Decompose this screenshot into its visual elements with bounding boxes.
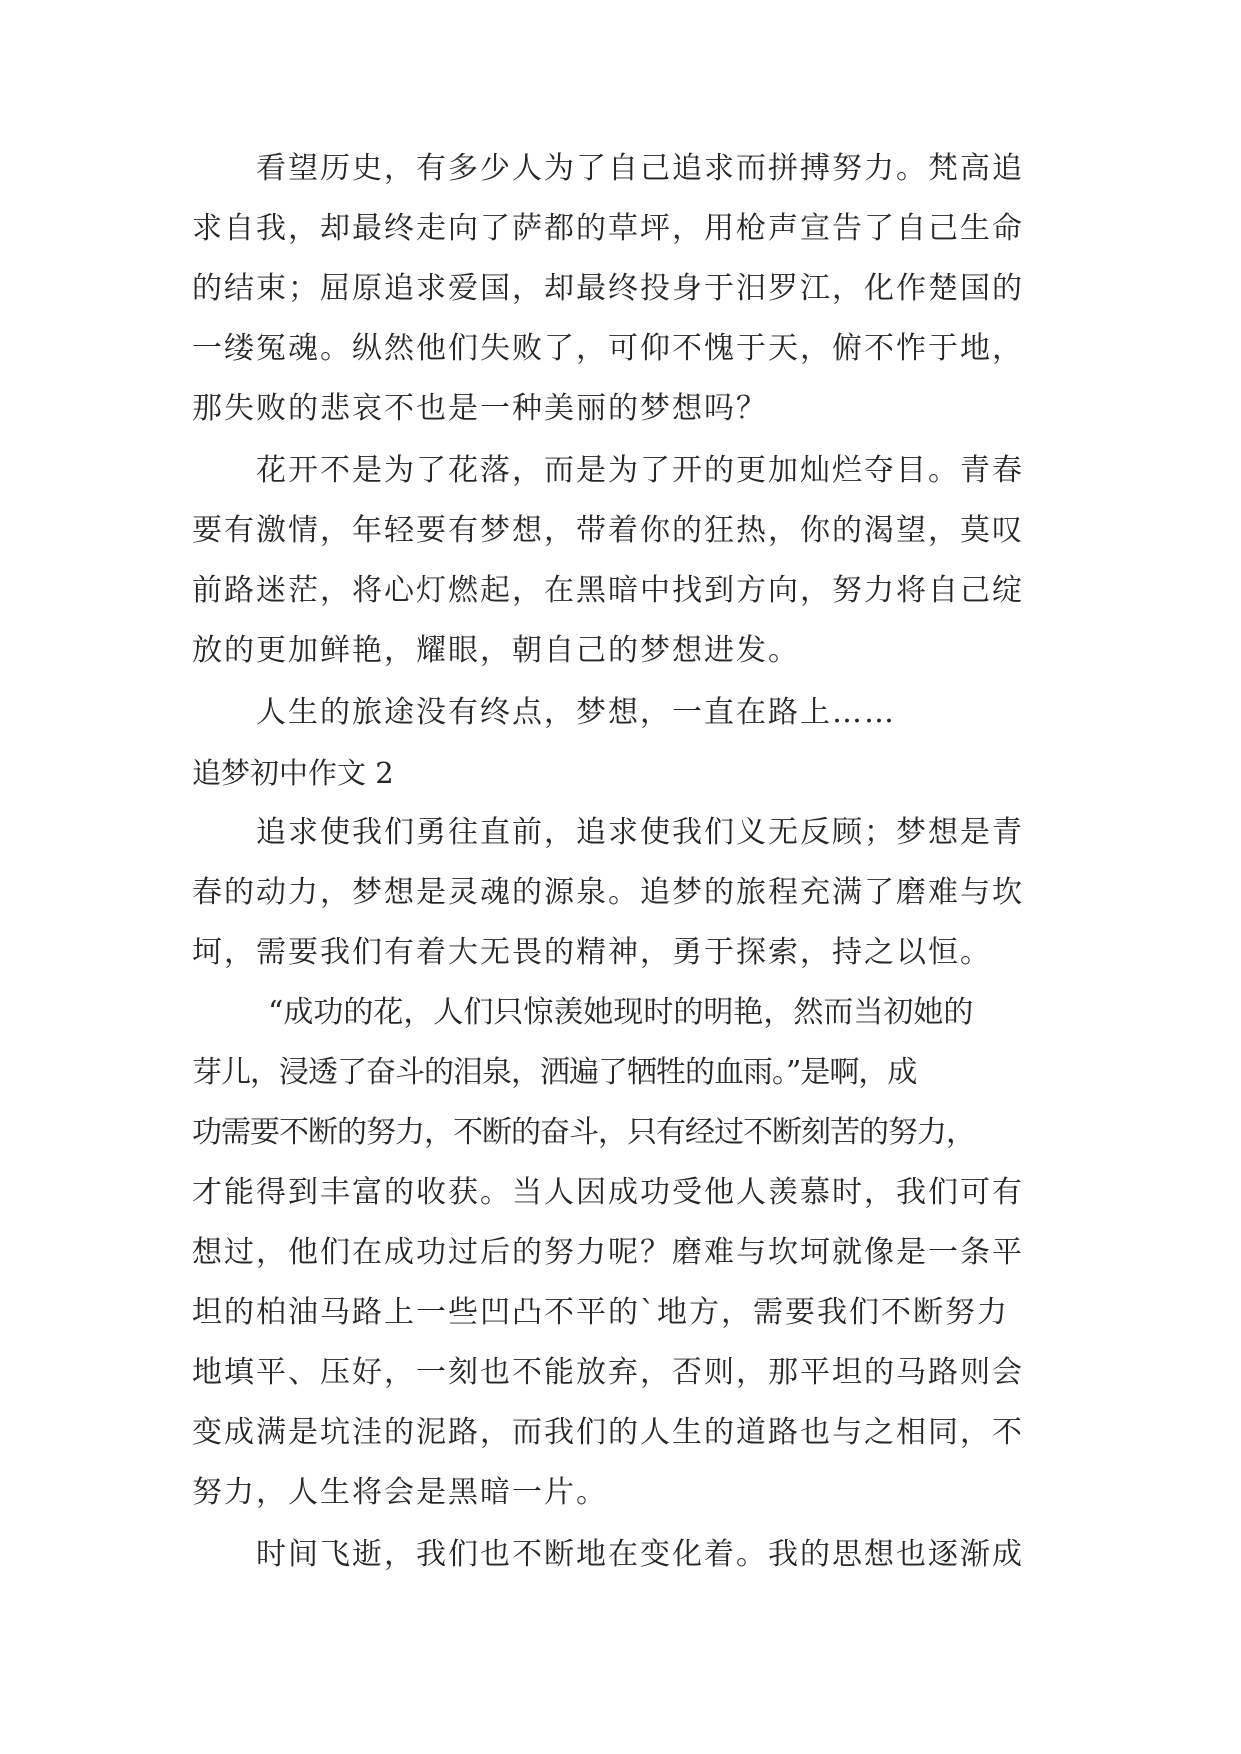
text-line: 的结束；屈原追求爱国，却最终投身于汨罗江，化作楚国的 [192, 271, 1024, 306]
text-line: 人生的旅途没有终点，梦想，一直在路上…… [256, 695, 896, 730]
text-line: 求自我，却最终走向了萨都的草坪，用枪声宣告了自己生命 [192, 211, 1024, 246]
text-line: “成功的花，人们只惊羡她现时的明艳，然而当初她的 [268, 995, 974, 1030]
text-line: 那失败的悲哀不也是一种美丽的梦想吗？ [192, 391, 768, 426]
text-line: 放的更加鲜艳，耀眼，朝自己的梦想进发。 [192, 633, 800, 668]
text-line: 时间飞逝，我们也不断地在变化着。我的思想也逐渐成 [256, 1537, 1024, 1572]
text-line: 前路迷茫，将心灯燃起，在黑暗中找到方向，努力将自己绽 [192, 573, 1024, 608]
text-line: 变成满是坑洼的泥路，而我们的人生的道路也与之相同，不 [192, 1415, 1024, 1450]
text-line: 想过，他们在成功过后的努力呢？磨难与坎坷就像是一条平 [192, 1235, 1024, 1270]
text-line: 要有激情，年轻要有梦想，带着你的狂热，你的渴望，莫叹 [192, 513, 1024, 548]
text-line: 春的动力，梦想是灵魂的源泉。追梦的旅程充满了磨难与坎 [192, 875, 1024, 910]
text-line: 坦的柏油马路上一些凹凸不平的`地方，需要我们不断努力 [192, 1295, 1009, 1330]
text-line: 地填平、压好，一刻也不能放弃，否则，那平坦的马路则会 [192, 1355, 1024, 1390]
text-line: 功需要不断的努力，不断的奋斗，只有经过不断刻苦的努力， [192, 1115, 975, 1150]
text-line: 一缕冤魂。纵然他们失败了，可仰不愧于天，俯不怍于地， [192, 331, 1024, 366]
text-line: 花开不是为了花落，而是为了开的更加灿烂夺目。青春 [256, 453, 1024, 488]
text-line: 追求使我们勇往直前，追求使我们义无反顾；梦想是青 [256, 815, 1024, 850]
text-line: 坷，需要我们有着大无畏的精神，勇于探索，持之以恒。 [192, 935, 992, 970]
text-line: 看望历史，有多少人为了自己追求而拼搏努力。梵高追 [256, 151, 1024, 186]
text-line: 努力，人生将会是黑暗一片。 [192, 1475, 608, 1510]
section-heading: 追梦初中作文 2 [192, 756, 394, 790]
text-line: 芽儿，浸透了奋斗的泪泉，洒遍了牺牲的血雨。”是啊，成 [192, 1055, 917, 1090]
text-line: 才能得到丰富的收获。当人因成功受他人羡慕时，我们可有 [192, 1175, 1024, 1210]
